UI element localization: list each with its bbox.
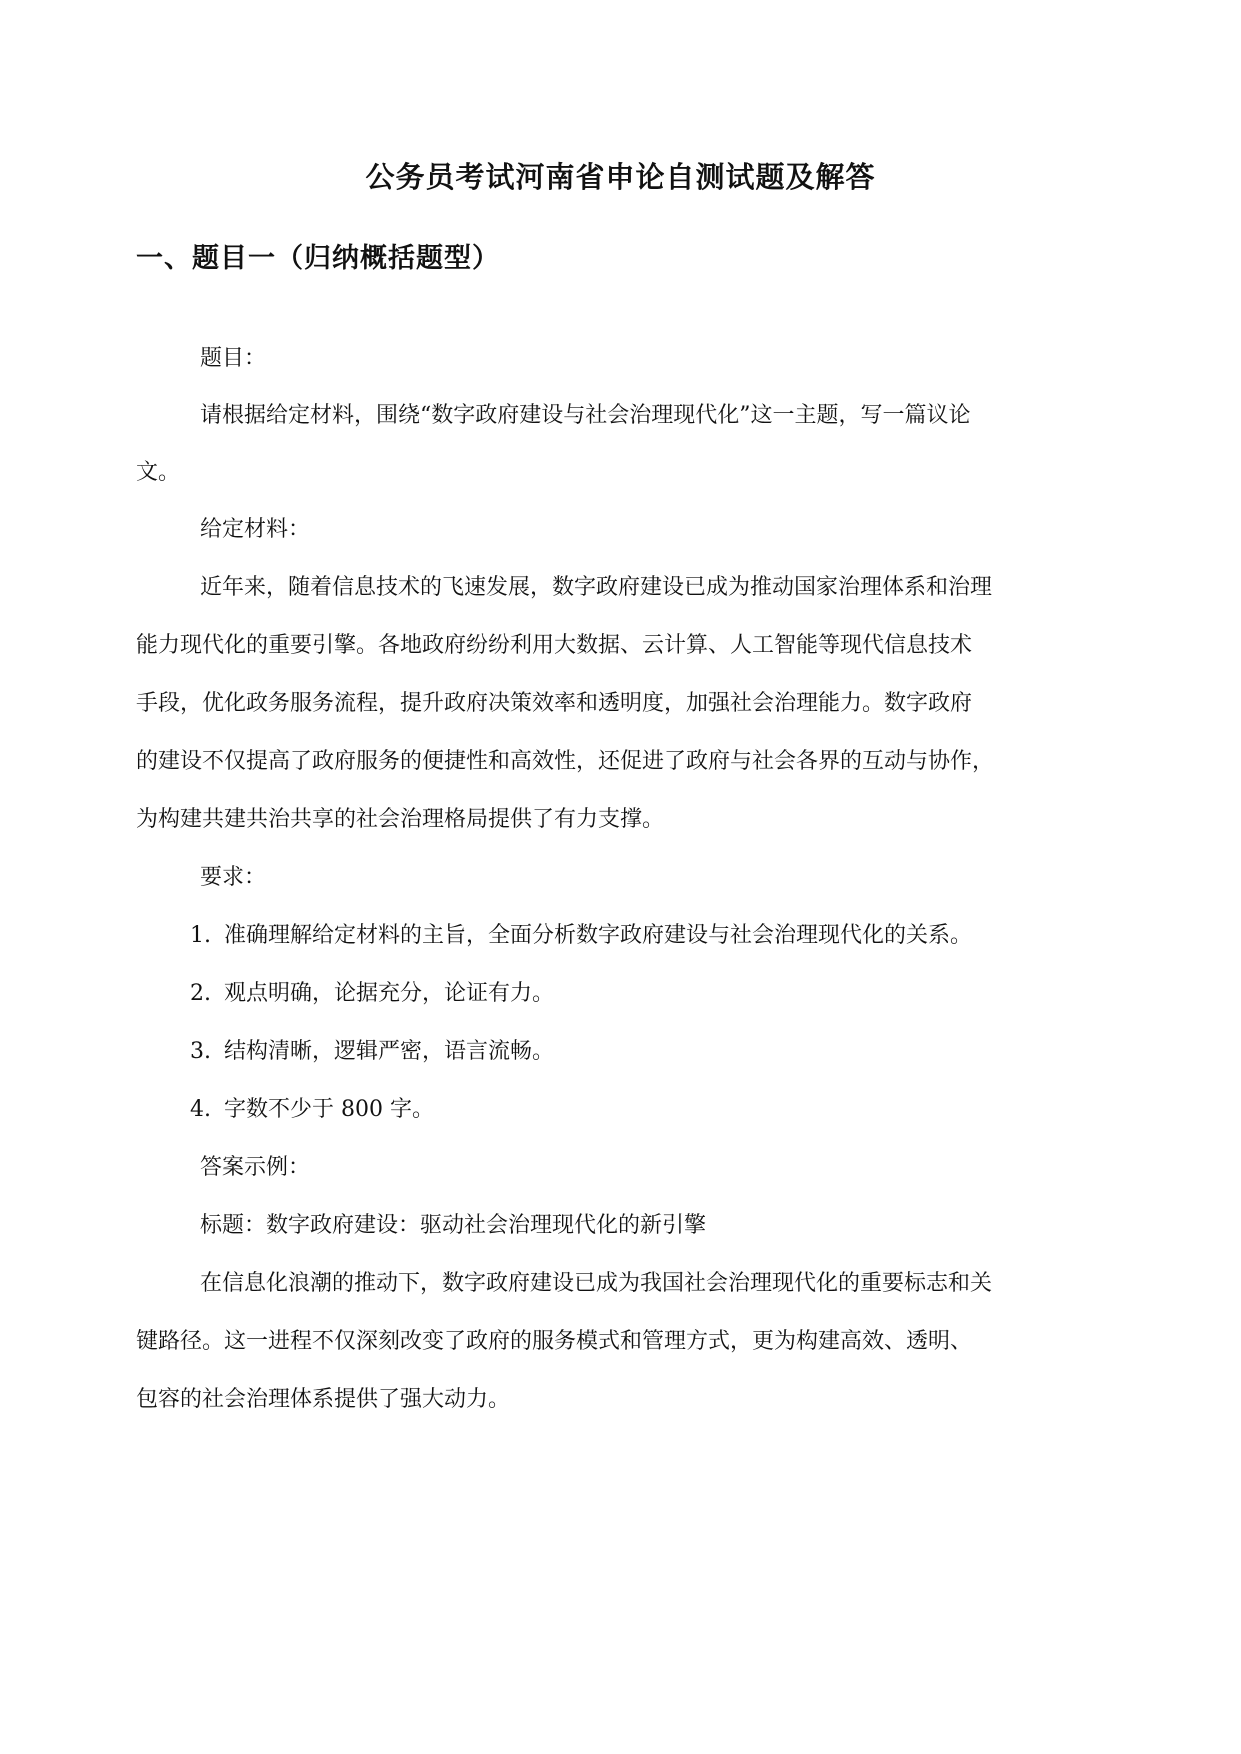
question-label: 题目： bbox=[200, 346, 267, 371]
question-line: 文。 bbox=[136, 460, 181, 485]
material-line: 为构建共建共治共享的社会治理格局提供了有力支撑。 bbox=[136, 807, 665, 832]
requirement-number: 1. bbox=[190, 923, 211, 948]
requirement-text: 结构清晰，逻辑严密，语言流畅。 bbox=[224, 1039, 555, 1064]
answer-line: 包容的社会治理体系提供了强大动力。 bbox=[136, 1387, 511, 1412]
answer-title: 标题：数字政府建设：驱动社会治理现代化的新引擎 bbox=[200, 1213, 707, 1238]
material-label: 给定材料： bbox=[200, 517, 311, 542]
requirement-number: 3. bbox=[190, 1039, 211, 1064]
requirement-item bbox=[190, 1037, 1170, 1067]
section-heading: 一、题目一（归纳概括题型） bbox=[136, 243, 500, 274]
requirement-item bbox=[190, 1095, 1170, 1125]
answer-label: 答案示例： bbox=[200, 1155, 311, 1180]
document-title: 公务员考试河南省申论自测试题及解答 bbox=[365, 160, 876, 194]
question-line: 请根据给定材料，围绕“数字政府建设与社会治理现代化”这一主题，写一篇议论 bbox=[200, 403, 971, 428]
answer-line: 在信息化浪潮的推动下，数字政府建设已成为我国社会治理现代化的重要标志和关 bbox=[200, 1271, 993, 1296]
material-line: 手段，优化政务服务流程，提升政府决策效率和透明度，加强社会治理能力。数字政府 bbox=[136, 691, 973, 716]
material-line: 近年来，随着信息技术的飞速发展，数字政府建设已成为推动国家治理体系和治理 bbox=[200, 575, 993, 600]
answer-line: 键路径。这一进程不仅深刻改变了政府的服务模式和管理方式，更为构建高效、透明、 bbox=[136, 1329, 973, 1354]
requirement-text: 准确理解给定材料的主旨，全面分析数字政府建设与社会治理现代化的关系。 bbox=[224, 923, 973, 948]
requirement-text: 观点明确，论据充分，论证有力。 bbox=[224, 981, 555, 1006]
material-line: 能力现代化的重要引擎。各地政府纷纷利用大数据、云计算、人工智能等现代信息技术 bbox=[136, 633, 973, 658]
requirement-text: 字数不少于 800 字。 bbox=[224, 1097, 434, 1122]
requirements-label: 要求： bbox=[200, 865, 267, 890]
requirement-number: 2. bbox=[190, 981, 211, 1006]
requirement-item bbox=[190, 979, 1170, 1009]
requirement-number: 4. bbox=[190, 1097, 211, 1122]
requirement-item bbox=[190, 921, 1170, 951]
material-line: 的建设不仅提高了政府服务的便捷性和高效性，还促进了政府与社会各界的互动与协作， bbox=[136, 749, 995, 774]
